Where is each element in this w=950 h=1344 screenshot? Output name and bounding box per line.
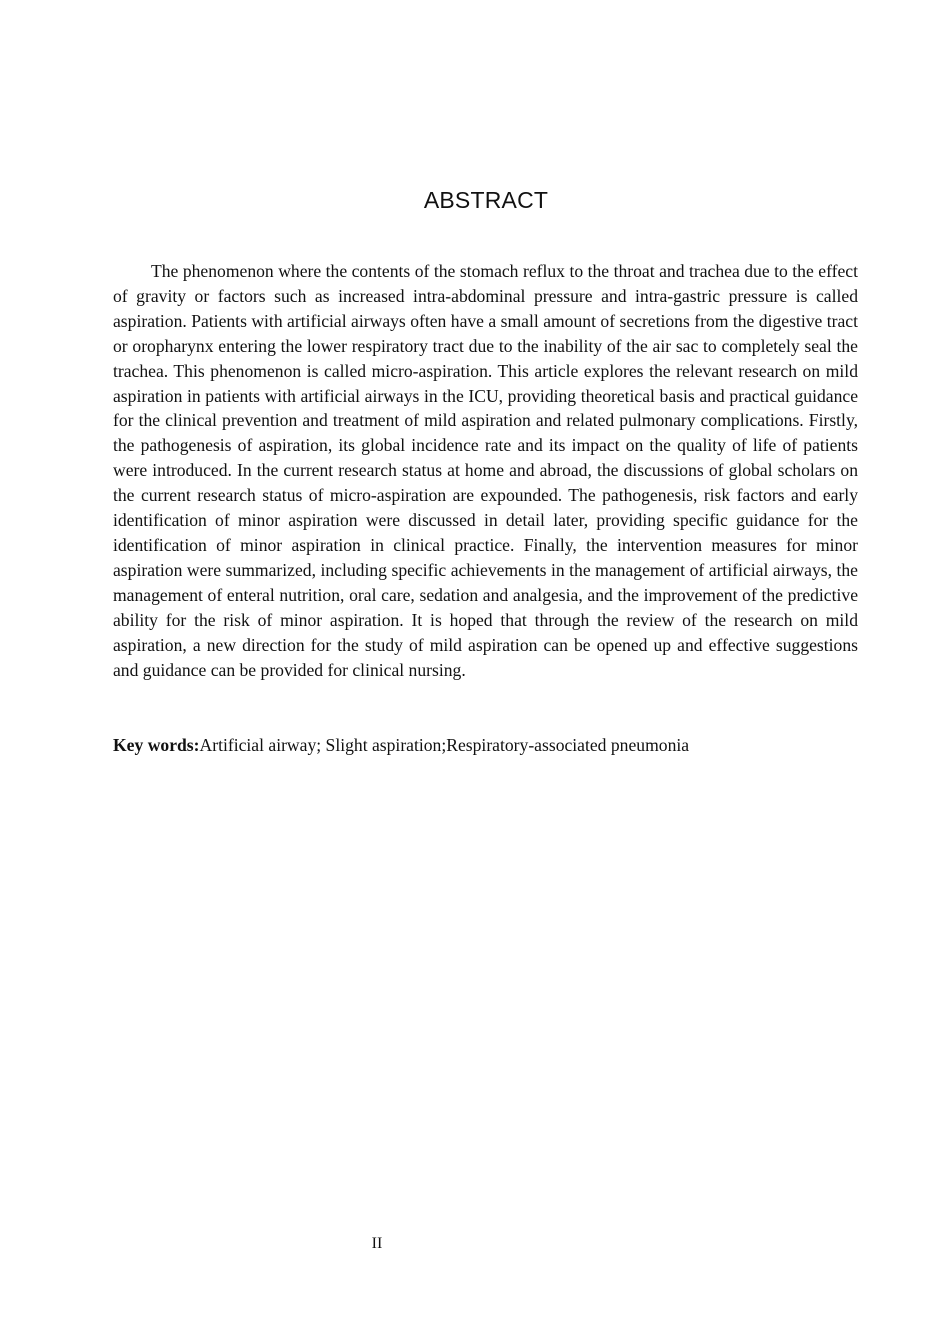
keywords-label: Key words:: [113, 735, 200, 755]
abstract-body: The phenomenon where the contents of the stomach reflux to the throat and trachea due to the effect of gravity or factors such as increased intra-abdominal pressure and intra-gastric pressure is called aspiration. Patients with artificial airways often have a small amount of secretions from the digestive tract or oropharynx entering the lower respiratory tract due to the inability of the air sac to completely seal the trachea. This phenomenon is called micro-aspiration. This article explores the relevant research on mild aspiration in patients with artificial airways in the ICU, providing theoretical basis and practical guidance for the clinical prevention and treatment of mild aspiration and related pulmonary complications. Firstly, the pathogenesis of aspiration, its global incidence rate and its impact on the quality of life of patients were introduced. In the current research status at home and abroad, the discussions of global scholars on the current research status of micro-aspiration are expounded. The pathogenesis, risk factors and early identification of minor aspiration were discussed in detail later, providing specific guidance for the identification of minor aspiration in clinical practice. Finally, the intervention measures for minor aspiration were summarized, including specific achievements in the management of artificial airways, the management of enteral nutrition, oral care, sedation and analgesia, and the improvement of the predictive ability for the risk of minor aspiration. It is hoped that through the review of the research on mild aspiration, a new direction for the study of mild aspiration can be opened up and effective suggestions and guidance can be provided for clinical nursing.: [113, 261, 858, 680]
page-number: II: [371, 1235, 383, 1252]
keywords-value: Artificial airway; Slight aspiration;Respiratory-associated pneumonia: [199, 735, 690, 755]
page-title: ABSTRACT: [423, 187, 549, 213]
keywords-line: [113, 733, 858, 758]
